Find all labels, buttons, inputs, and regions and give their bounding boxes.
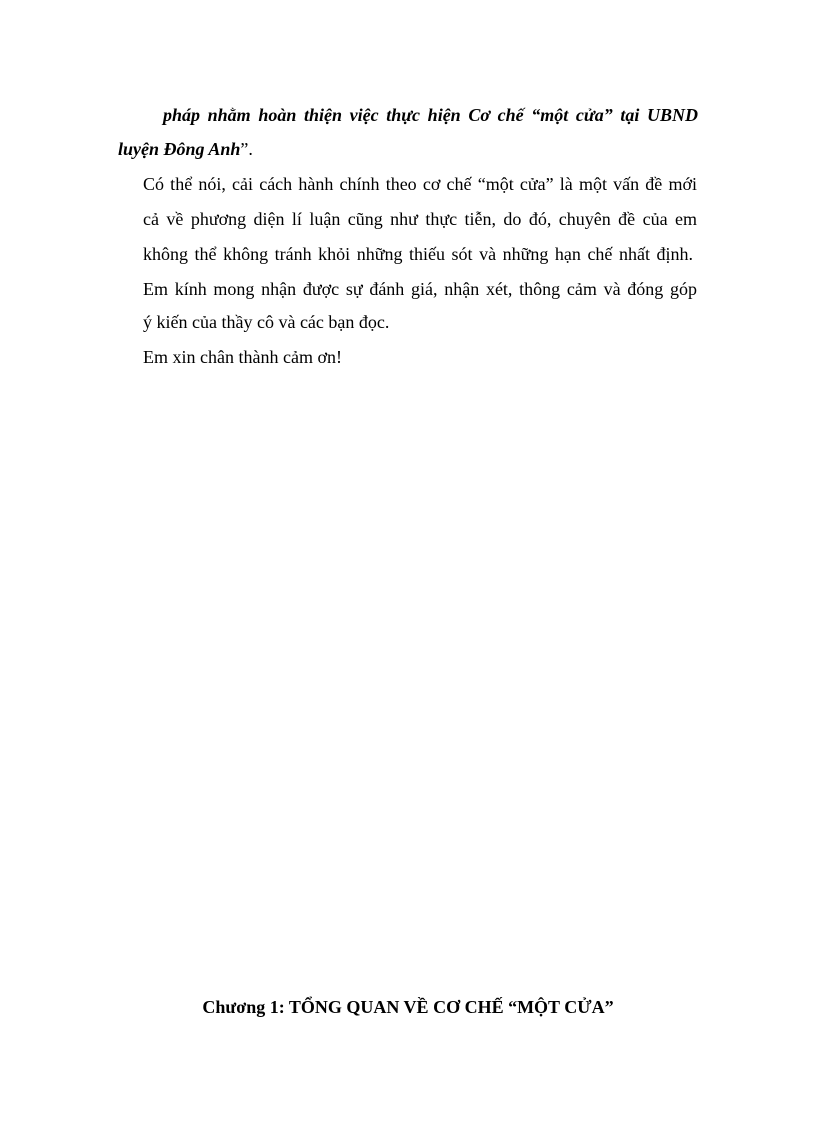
body-text-line-5: ý kiến của thầy cô và các bạn đọc. (143, 312, 390, 332)
chapter-heading: Chương 1: TỔNG QUAN VỀ CƠ CHẾ “MỘT CỬA” (202, 997, 614, 1017)
body-text-line-4: Em kính mong nhận được sự đánh giá, nhận xét, thông cảm và đóng góp (143, 279, 697, 299)
intro-text-line-2-tail: ”. (240, 139, 253, 159)
thanks-line: Em xin chân thành cảm ơn! (143, 347, 342, 367)
intro-text-line-2 (118, 138, 253, 160)
body-text-line-1: Có thể nói, cải cách hành chính theo cơ chế “một cửa” là một vấn đề mới (143, 174, 697, 194)
intro-text-line-2-bold: luyện Đông Anh (118, 139, 241, 159)
body-text-line-2: cả về phương diện lí luận cũng như thực tiễn, do đó, chuyên đề của em (143, 209, 697, 229)
body-text-line-3: không thể không tránh khỏi những thiếu sót và những hạn chế nhất định. (143, 244, 693, 264)
intro-text-line-1: pháp nhằm hoàn thiện việc thực hiện Cơ chế “một cửa” tại UBND (163, 105, 698, 125)
